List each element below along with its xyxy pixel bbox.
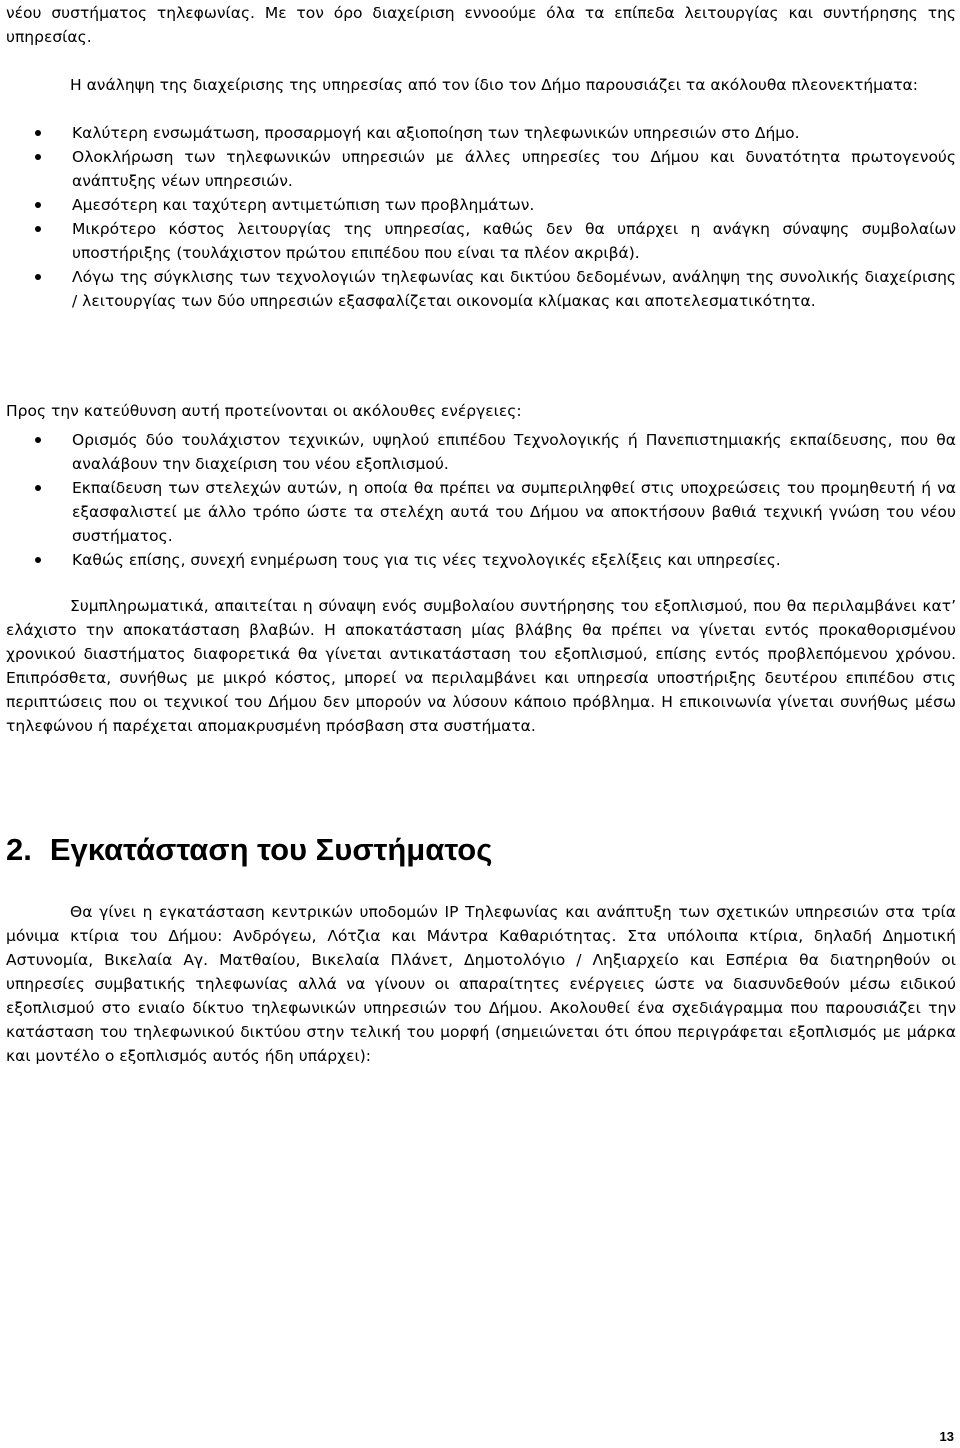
list-item bbox=[6, 428, 956, 476]
list-item-text: Μικρότερο κόστος λειτουργίας της υπηρεσίας, καθώς δεν θα υπάρχει η ανάγκη σύναψης συμβολαίων υποστήριξης (τουλάχιστον πρώτου επιπέδου που είναι τα πλέον ακριβά). bbox=[72, 220, 956, 262]
section-body-paragraph: Θα γίνει η εγκατάσταση κεντρικών υποδομών IP Τηλεφωνίας και ανάπτυξη των σχετικών υπηρεσιών στα τρία μόνιμα κτίρια του Δήμου: Ανδρόγεω, Λότζια και Μάντρα Καθαριότητας. Στα υπόλοιπα κτίρια, δηλαδή Δημοτική Αστυνομία, Βικελαία Αγ. Ματθαίου, Βικελαία Πλάνετ, Δημοτολόγιο / Ληξιαρχείο και Εσπέρια θα διατηρηθούν οι υπηρεσίες συμβατικής τηλεφωνίας αλλά να γίνουν οι απαραίτητες ενέργειες ώστε να διασυνδεθούν μέσω ειδικού εξοπλισμού στο ενιαίο δίκτυο τηλεφωνικών υπηρεσιών του Δήμου. Ακολουθεί ένα σχεδιάγραμμα που παρουσιάζει την κατάσταση του τηλεφωνικού δικτύου στην τελική του μορφή (σημειώνεται ότι όπου περιγράφεται εξοπλισμός με μάρκα και μοντέλο ο εξοπλισμός αυτός ήδη υπάρχει): bbox=[6, 903, 956, 1065]
bullet-icon bbox=[35, 154, 41, 160]
page-number: 13 bbox=[939, 1429, 954, 1444]
list-item bbox=[6, 121, 956, 145]
list-item bbox=[6, 193, 956, 217]
bullet-icon bbox=[35, 130, 41, 136]
intro-paragraph: νέου συστήματος τηλεφωνίας. Με τον όρο διαχείριση εννοούμε όλα τα επίπεδα λειτουργίας και συντήρησης της υπηρεσίας. bbox=[6, 4, 956, 46]
section-number: 2. bbox=[6, 832, 32, 867]
actions-list bbox=[6, 428, 956, 572]
list-item bbox=[6, 265, 956, 313]
bullet-icon bbox=[35, 437, 41, 443]
bullet-icon bbox=[35, 226, 41, 232]
list-item-text: Αμεσότερη και ταχύτερη αντιμετώπιση των προβλημάτων. bbox=[72, 196, 535, 214]
list-item bbox=[6, 548, 956, 572]
advantages-list bbox=[6, 121, 956, 313]
list-item-text: Ορισμός δύο τουλάχιστον τεχνικών, υψηλού επιπέδου Τεχνολογικής ή Πανεπιστημιακής εκπαίδευσης, που θα αναλάβουν την διαχείριση του νέου εξοπλισμού. bbox=[72, 431, 956, 473]
list-item bbox=[6, 476, 956, 548]
bullet-icon bbox=[35, 202, 41, 208]
section-heading bbox=[6, 830, 492, 870]
list-item-text: Λόγω της σύγκλισης των τεχνολογιών τηλεφωνίας και δικτύου δεδομένων, ανάληψη της συνολικής διαχείρισης / λειτουργίας των δύο υπηρεσιών εξασφαλίζεται οικονομία κλίμακας και αποτελεσματικότητα. bbox=[72, 268, 956, 310]
list-item-text: Καθώς επίσης, συνεχή ενημέρωση τους για τις νέες τεχνολογικές εξελίξεις και υπηρεσίες. bbox=[72, 551, 781, 569]
section-title: Εγκατάσταση του Συστήματος bbox=[49, 832, 493, 867]
list-item-text: Ολοκλήρωση των τηλεφωνικών υπηρεσιών με άλλες υπηρεσίες του Δήμου και δυνατότητα πρωτογενούς ανάπτυξης νέων υπηρεσιών. bbox=[72, 148, 956, 190]
list-item bbox=[6, 217, 956, 265]
advantages-intro: Η ανάληψη της διαχείρισης της υπηρεσίας από τον ίδιο τον Δήμο παρουσιάζει τα ακόλουθα πλεονεκτήματα: bbox=[70, 76, 918, 94]
actions-intro: Προς την κατεύθυνση αυτή προτείνονται οι ακόλουθες ενέργειες: bbox=[6, 402, 522, 420]
supplementary-paragraph: Συμπληρωματικά, απαιτείται η σύναψη ενός συμβολαίου συντήρησης του εξοπλισμού, που θα περιλαμβάνει κατ’ ελάχιστο την αποκατάσταση βλαβών. Η αποκατάσταση μίας βλάβης θα πρέπει να γίνεται εντός προκαθορισμένου χρονικού διαστήματος διαφορετικά θα γίνεται αντικατάσταση του εξοπλισμού, επίσης εντός προβλεπόμενου χρόνου. Επιπρόσθετα, συνήθως με μικρό κόστος, μπορεί να περιλαμβάνει και υπηρεσία υποστήριξης δευτέρου επιπέδου στις περιπτώσεις που οι τεχνικοί του Δήμου δεν μπορούν να λύσουν κάποιο πρόβλημα. Η επικοινωνία γίνεται συνήθως μέσω τηλεφώνου ή παρέχεται απομακρυσμένη πρόσβαση στα συστήματα. bbox=[6, 597, 956, 735]
list-item-text: Καλύτερη ενσωμάτωση, προσαρμογή και αξιοποίηση των τηλεφωνικών υπηρεσιών στο Δήμο. bbox=[72, 124, 800, 142]
bullet-icon bbox=[35, 274, 41, 280]
list-item bbox=[6, 145, 956, 193]
bullet-icon bbox=[35, 557, 41, 563]
list-item-text: Εκπαίδευση των στελεχών αυτών, η οποία θα πρέπει να συμπεριληφθεί στις υποχρεώσεις του προμηθευτή ή να εξασφαλιστεί με άλλο τρόπο ώστε τα στελέχη αυτά του Δήμου να αποκτήσουν βαθιά τεχνική γνώση του νέου συστήματος. bbox=[72, 479, 956, 545]
bullet-icon bbox=[35, 485, 41, 491]
